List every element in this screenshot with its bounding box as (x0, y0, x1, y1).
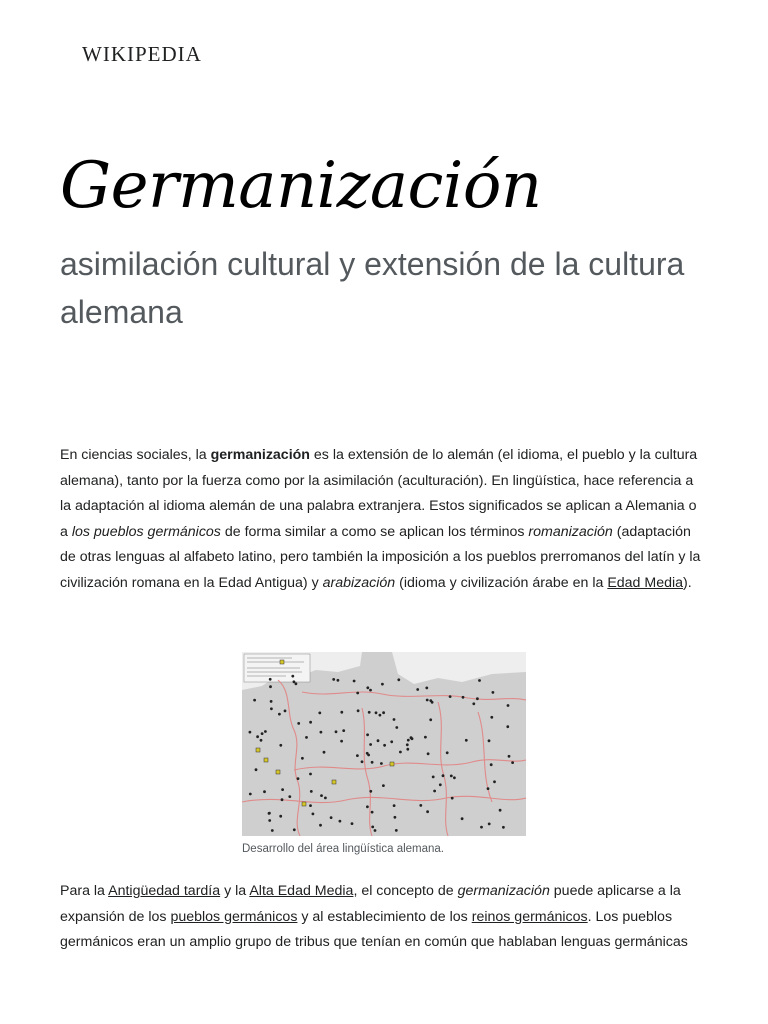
city-marker (488, 823, 491, 826)
german-language-area-map (242, 652, 526, 836)
city-marker (451, 797, 454, 800)
city-marker (310, 790, 313, 793)
figure-caption: Desarrollo del área lingüística alemana. (242, 843, 444, 855)
city-marker (399, 751, 402, 754)
link-edad-media[interactable]: Edad Media (607, 574, 684, 591)
city-marker (393, 804, 396, 807)
city-marker (488, 739, 491, 742)
wikipedia-logo[interactable]: WIKIPEDIA (82, 42, 202, 66)
city-marker (492, 691, 495, 694)
page-subtitle: asimilación cultural y extensión de la cultura alemana (60, 246, 685, 330)
city-marker (381, 683, 384, 686)
city-marker (395, 726, 398, 729)
city-marker (371, 761, 374, 764)
link-reinos-germanicos[interactable]: reinos germánicos (471, 908, 588, 925)
city-marker (449, 695, 452, 698)
bold-term: germanización (210, 447, 310, 463)
city-marker (379, 714, 382, 717)
city-marker (493, 780, 496, 783)
city-marker (416, 688, 419, 691)
city-marker (393, 718, 396, 721)
city-marker (297, 722, 300, 725)
city-marker (502, 826, 505, 829)
city-marker (301, 757, 304, 760)
city-marker (508, 755, 511, 758)
city-marker (309, 773, 312, 776)
city-marker (357, 709, 360, 712)
city-marker (281, 788, 284, 791)
city-marker (270, 707, 273, 710)
city-marker (330, 816, 333, 819)
city-marker (324, 797, 327, 800)
city-marker (256, 735, 259, 738)
city-marker (281, 798, 284, 801)
city-marker (261, 732, 264, 735)
city-marker (337, 679, 340, 682)
city-marker (446, 751, 449, 754)
city-marker (366, 752, 369, 755)
city-marker (291, 675, 294, 678)
city-marker (377, 739, 380, 742)
city-marker (260, 739, 263, 742)
city-marker (419, 804, 422, 807)
city-marker (462, 696, 465, 699)
city-marker (361, 760, 364, 763)
city-marker (319, 824, 322, 827)
highlight-marker (276, 770, 280, 774)
city-marker (375, 711, 378, 714)
city-marker (374, 829, 377, 832)
city-marker (264, 730, 267, 733)
city-marker (395, 829, 398, 832)
city-marker (506, 725, 509, 728)
city-marker (369, 790, 372, 793)
city-marker (309, 721, 312, 724)
city-marker (335, 730, 338, 733)
city-marker (407, 739, 410, 742)
city-marker (478, 679, 481, 682)
text-run: (adaptación de otras lenguas al alfabeto latino, pero también la imposición a los pueblos prerromanos del latín y la civilización romana en la Edad Antigua) y (60, 523, 701, 591)
city-marker (356, 754, 359, 757)
city-marker (342, 729, 345, 732)
city-marker (269, 685, 272, 688)
city-marker (368, 711, 371, 714)
city-marker (332, 678, 335, 681)
city-marker (279, 744, 282, 747)
city-marker (269, 678, 272, 681)
city-marker (369, 689, 372, 692)
city-marker (442, 774, 445, 777)
city-marker (429, 718, 432, 721)
italic-term: arabización (322, 574, 396, 591)
city-marker (320, 731, 323, 734)
highlight-marker (280, 660, 284, 664)
city-marker (309, 804, 312, 807)
text-run: puede aplicarse a la expansión de los (60, 883, 681, 925)
city-marker (380, 762, 383, 765)
link-alta-edad-media[interactable]: Alta Edad Media (249, 883, 354, 899)
text-run: (idioma y civilización árabe en la (395, 574, 608, 591)
city-marker (253, 699, 256, 702)
city-marker (487, 787, 490, 790)
city-marker (450, 775, 453, 778)
city-marker (433, 790, 436, 793)
city-marker (323, 751, 326, 754)
city-marker (426, 699, 429, 702)
page-title: Germanización (60, 149, 542, 223)
city-marker (465, 739, 468, 742)
italic-term: los pueblos germánicos (71, 523, 221, 540)
city-marker (431, 701, 434, 704)
text-run: de forma similar a como se aplican los términos (220, 523, 529, 540)
link-pueblos-germanicos[interactable]: pueblos germánicos (170, 908, 298, 925)
city-marker (295, 682, 298, 685)
city-marker (320, 794, 323, 797)
highlight-marker (264, 758, 268, 762)
city-marker (424, 736, 427, 739)
text-run: En ciencias sociales, la (60, 447, 211, 463)
city-marker (390, 740, 393, 743)
city-marker (394, 816, 397, 819)
text-run: Para la (60, 883, 109, 899)
text-run: y al establecimiento de los (297, 908, 472, 925)
city-marker (382, 784, 385, 787)
text-run: es la extensión de lo alemán (el idioma, el pueblo y la cultura alemana), tanto por la fuerza como por la asimilación (aculturación). En lingüística, hace referencia a la adaptación al idioma alemán de una palabra extranjera. Estos significados se aplican a Alemania o a (60, 447, 698, 540)
city-marker (351, 822, 354, 825)
city-marker (382, 711, 385, 714)
city-marker (406, 748, 409, 751)
city-marker (366, 733, 369, 736)
italic-term: germanización (457, 883, 550, 899)
history-paragraph (60, 879, 708, 956)
city-marker (263, 790, 266, 793)
city-marker (318, 712, 321, 715)
intro-paragraph (60, 443, 708, 597)
city-marker (507, 704, 510, 707)
city-marker (480, 826, 483, 829)
city-marker (270, 700, 273, 703)
city-marker (271, 829, 274, 832)
highlight-marker (332, 780, 336, 784)
city-marker (397, 678, 400, 681)
city-marker (340, 711, 343, 714)
city-marker (453, 776, 456, 779)
city-marker (278, 713, 281, 716)
italic-term: romanización (528, 523, 613, 540)
city-marker (476, 697, 479, 700)
text-run: y la (220, 883, 250, 899)
city-marker (249, 793, 252, 796)
city-marker (366, 686, 369, 689)
city-marker (426, 810, 429, 813)
city-marker (366, 805, 369, 808)
city-marker (383, 744, 386, 747)
city-marker (293, 680, 296, 683)
city-marker (432, 776, 435, 779)
city-marker (297, 777, 300, 780)
city-marker (293, 828, 296, 831)
city-marker (353, 680, 356, 683)
city-marker (279, 815, 282, 818)
city-marker (284, 710, 287, 713)
text-run: , el concepto de (353, 883, 458, 899)
city-marker (406, 743, 409, 746)
text-run: . Los pueblos germánicos eran un amplio grupo de tribus que tenían en común que hablaban lenguas germánicas (60, 908, 688, 951)
city-marker (312, 813, 315, 816)
link-antiguedad-tardia[interactable]: Antigüedad tardía (108, 883, 221, 899)
city-marker (305, 736, 308, 739)
city-marker (268, 812, 271, 815)
city-marker (340, 740, 343, 743)
city-marker (268, 819, 271, 822)
city-marker (371, 811, 374, 814)
city-marker (255, 768, 258, 771)
city-marker (499, 809, 502, 812)
highlight-marker (390, 762, 394, 766)
city-marker (439, 783, 442, 786)
text-run: ). (683, 574, 692, 591)
city-marker (490, 716, 493, 719)
city-marker (490, 763, 493, 766)
city-marker (427, 752, 430, 755)
city-marker (425, 687, 428, 690)
city-marker (339, 820, 342, 823)
highlight-marker (302, 802, 306, 806)
city-marker (369, 743, 372, 746)
city-marker (356, 692, 359, 695)
city-marker (511, 761, 514, 764)
city-marker (288, 795, 291, 798)
city-marker (371, 826, 374, 829)
city-marker (472, 702, 475, 705)
city-marker (461, 817, 464, 820)
city-marker (249, 731, 252, 734)
highlight-marker (256, 748, 260, 752)
city-marker (410, 736, 413, 739)
map-figure[interactable] (242, 652, 526, 836)
